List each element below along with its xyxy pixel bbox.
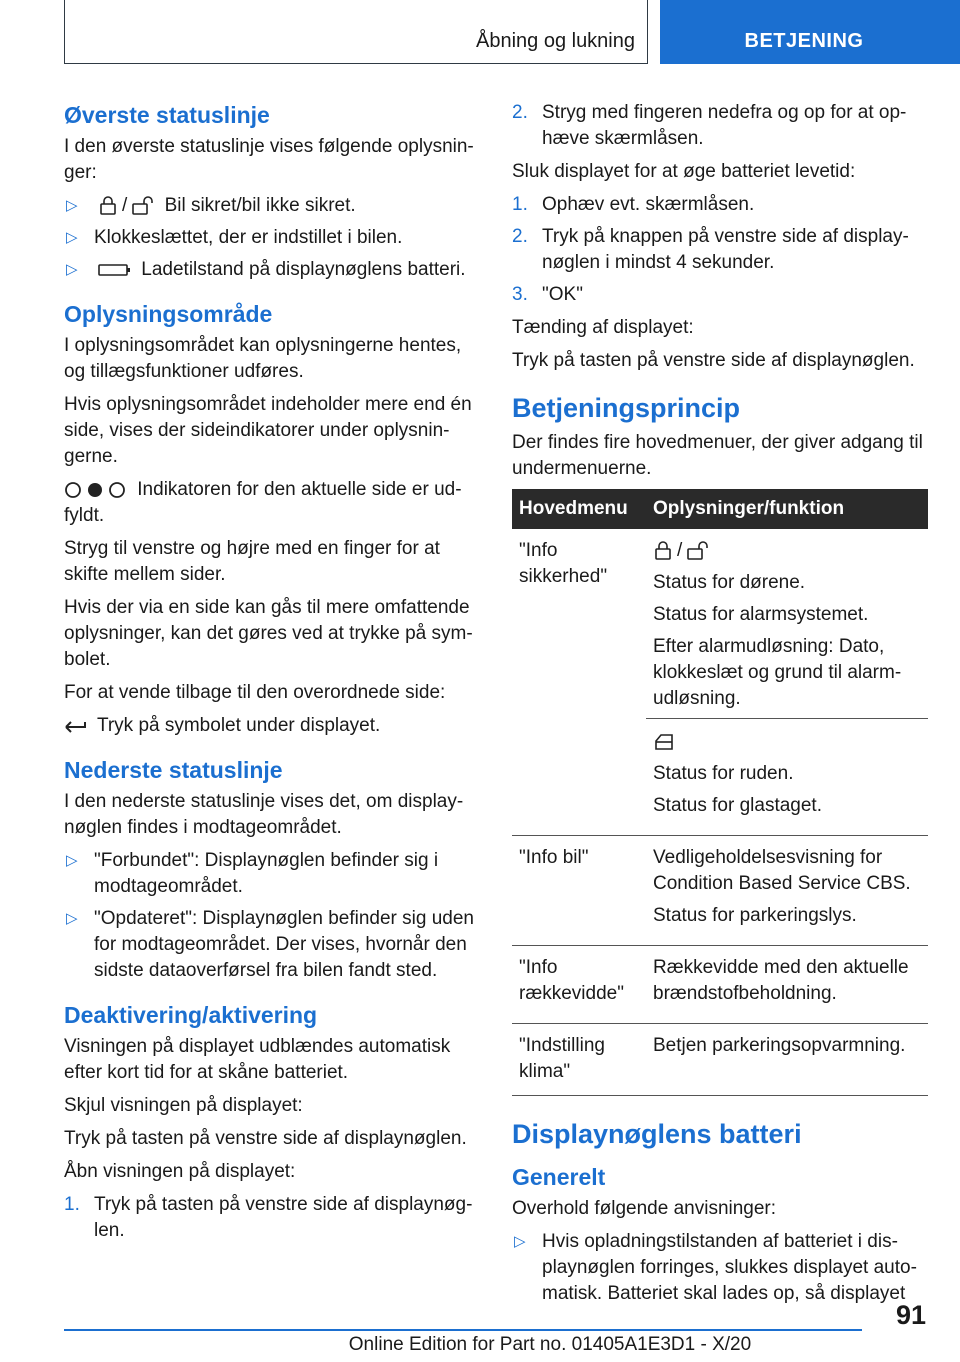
paragraph: Overhold følgende anvisninger:	[512, 1198, 777, 1219]
list-item	[64, 225, 480, 251]
lock-closed-icon	[653, 541, 673, 561]
list-item	[512, 282, 928, 308]
cell-text: Status for parkeringslys.	[653, 905, 857, 926]
table-cell-info	[646, 836, 928, 946]
cell-text: Efter alarmudløsning: Dato, klokkeslæt og grund til alarm-udløsning.	[653, 636, 902, 709]
paragraph: Sluk displayet for at øge batteriet levetid:	[512, 161, 856, 182]
table-row	[512, 946, 928, 1024]
car-window-icon	[653, 732, 675, 752]
list-item	[512, 100, 928, 152]
section-tab-label: BETJENING	[744, 30, 864, 52]
heading-generelt: Generelt	[512, 1164, 606, 1190]
list-item	[64, 193, 480, 219]
table-cell-info	[646, 1024, 928, 1096]
heading-betjeningsprincip: Betjeningsprincip	[512, 393, 741, 423]
triangle-bullet-icon: ▷	[66, 197, 78, 214]
paragraph: I den nederste statuslinje vises det, om display-nøglen findes i modtageområdet.	[64, 791, 464, 838]
table-cell-menu: "Info rækkevidde"	[512, 946, 646, 1024]
paragraph: Åbn visningen på displayet:	[64, 1161, 296, 1182]
table-row	[512, 1024, 928, 1096]
step-number: 3.	[512, 284, 528, 305]
lock-icons	[653, 538, 921, 564]
cell-text: Status for alarmsystemet.	[653, 604, 869, 625]
step-number: 2.	[512, 102, 528, 123]
cell-text: Vedligeholdelsesvisning for Condition Based Service CBS.	[653, 847, 911, 894]
triangle-bullet-icon: ▷	[66, 261, 78, 278]
table-cell-info	[646, 529, 928, 836]
table-cell-menu: "Info sikkerhed"	[512, 529, 646, 836]
slash: /	[122, 195, 128, 216]
cell-text: Status for glastaget.	[653, 795, 822, 816]
paragraph: Tryk på tasten på venstre side af displaynøglen.	[512, 350, 915, 371]
table-cell-menu: "Info bil"	[512, 836, 646, 946]
table-cell-info	[646, 946, 928, 1024]
heading-oplysningsomraade: Oplysningsområde	[64, 301, 273, 327]
step-number: 1.	[64, 1194, 80, 1215]
cell-text: Status for dørene.	[653, 572, 806, 593]
list-item-text: Bil sikret/bil ikke sikret.	[164, 195, 356, 216]
heading-oeverste-statuslinje: Øverste statuslinje	[64, 102, 270, 128]
list-item-text: Hvis opladningstilstanden af batteriet i dis-playnøglen forringes, slukkes displayet auto-matisk. Batteriet skal lades op, så displayet	[542, 1231, 917, 1304]
footer-rule	[64, 1329, 862, 1331]
list-item-text: Ophæv evt. skærmlåsen.	[542, 194, 755, 215]
list-item-text: "OK"	[542, 284, 583, 305]
step-number: 1.	[512, 194, 528, 215]
lock-closed-icon	[98, 196, 118, 216]
bullet-list	[64, 193, 480, 283]
page-indicator-icon	[64, 481, 128, 499]
window-icon-row	[653, 729, 921, 755]
battery-icon	[98, 263, 132, 277]
paragraph: Hvis der via en side kan gås til mere omfattende oplysninger, kan det gøres ved at trykke på sym-bolet.	[64, 597, 473, 670]
numbered-list	[512, 100, 928, 152]
slash: /	[677, 540, 683, 561]
lock-open-icon	[686, 541, 710, 561]
triangle-bullet-icon: ▷	[66, 852, 78, 869]
paragraph: Tryk på tasten på venstre side af displaynøglen.	[64, 1128, 467, 1149]
list-item	[512, 1229, 928, 1307]
paragraph: Visningen på displayet udblændes automatisk efter kort tid for at skåne batteriet.	[64, 1036, 451, 1083]
paragraph: I den øverste statuslinje vises følgende oplysnin-ger:	[64, 136, 474, 183]
paragraph: For at vende tilbage til den overordnede side:	[64, 682, 446, 703]
bullet-list	[64, 848, 480, 984]
list-item	[64, 906, 480, 984]
cell-text: Status for ruden.	[653, 763, 794, 784]
list-item	[512, 224, 928, 276]
heading-deaktivering-aktivering: Deaktivering/aktivering	[64, 1002, 318, 1028]
paragraph: Tænding af displayet:	[512, 317, 694, 338]
numbered-list	[64, 1192, 480, 1244]
list-item	[64, 848, 480, 900]
table-header-row	[512, 489, 928, 529]
paragraph	[64, 713, 480, 739]
footer-edition: Online Edition for Part no. 01405A1E3D1 - X/20	[348, 1334, 752, 1355]
heading-nederste-statuslinje: Nederste statuslinje	[64, 757, 283, 783]
right-column	[512, 100, 928, 1314]
paragraph: Hvis oplysningsområdet indeholder mere end én side, vises der sideindikatorer under oplysnin-gerne.	[64, 394, 472, 467]
section-tab[interactable]	[660, 0, 960, 64]
table-cell-menu: "Indstilling klima"	[512, 1024, 646, 1096]
cell-text: Rækkevidde med den aktuelle brændstofbeholdning.	[653, 957, 909, 1004]
cell-text: Betjen parkeringsopvarmning.	[653, 1035, 906, 1056]
sub-cell	[646, 718, 928, 819]
page-number: 91	[895, 1300, 926, 1330]
table-row	[512, 529, 928, 836]
step-number: 2.	[512, 226, 528, 247]
chapter-title: Åbning og lukning	[475, 30, 635, 52]
menu-table	[512, 489, 928, 1096]
list-item-text: "Forbundet": Displaynøglen befinder sig i modtageområdet.	[94, 850, 439, 897]
list-item-text: Tryk på tasten på venstre side af displaynøg-len.	[94, 1194, 473, 1241]
triangle-bullet-icon: ▷	[514, 1233, 526, 1250]
list-item	[64, 1192, 480, 1244]
heading-displaynoeglens-batteri: Displaynøglens batteri	[512, 1119, 802, 1149]
paragraph: I oplysningsområdet kan oplysningerne hentes, og tillægsfunktioner udføres.	[64, 335, 462, 382]
paragraph-text: Tryk på symbolet under displayet.	[96, 715, 381, 736]
left-column	[64, 100, 480, 1251]
bullet-list	[512, 1229, 928, 1307]
list-item	[512, 192, 928, 218]
paragraph: Skjul visningen på displayet:	[64, 1095, 303, 1116]
list-item-text: "Opdateret": Displaynøglen befinder sig uden for modtageområdet. Der vises, hvornår den sidste dataoverførsel fra bilen fandt sted.	[94, 908, 474, 981]
list-item-text: Tryk på knappen på venstre side af display-nøglen i mindst 4 sekunder.	[542, 226, 909, 273]
back-arrow-icon	[64, 718, 88, 734]
list-item-text: Klokkeslættet, der er indstillet i bilen.	[94, 227, 403, 248]
list-item	[64, 257, 480, 283]
paragraph-text: Indikatoren for den aktuelle side er ud-fyldt.	[64, 479, 462, 526]
table-row	[512, 836, 928, 946]
paragraph: Der findes fire hovedmenuer, der giver adgang til undermenuerne.	[512, 432, 923, 479]
paragraph: Stryg til venstre og højre med en finger for at skifte mellem sider.	[64, 538, 440, 585]
list-item-text: Ladetilstand på displaynøglens batteri.	[141, 259, 466, 280]
list-item-text: Stryg med fingeren nedefra og op for at op-hæve skærmlåsen.	[542, 102, 907, 149]
triangle-bullet-icon: ▷	[66, 910, 78, 927]
triangle-bullet-icon: ▷	[66, 229, 78, 246]
paragraph	[64, 477, 480, 529]
numbered-list	[512, 192, 928, 308]
table-header-cell: Hovedmenu	[512, 489, 646, 529]
table-header-cell: Oplysninger/funktion	[646, 489, 928, 529]
lock-open-icon	[131, 196, 155, 216]
